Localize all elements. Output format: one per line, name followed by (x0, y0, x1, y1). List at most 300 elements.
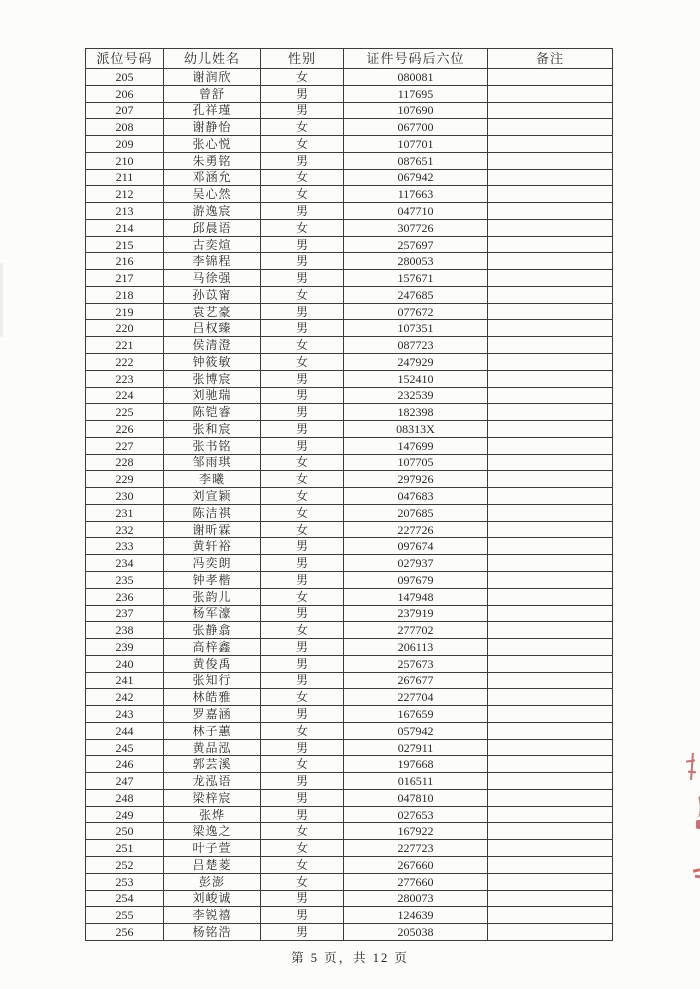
cell-name: 陈洁祺 (164, 504, 261, 521)
cell-number: 241 (86, 672, 164, 689)
cell-number: 248 (86, 789, 164, 806)
table-row (86, 354, 613, 371)
cell-name: 孔祥瑾 (164, 102, 261, 119)
table-row (86, 655, 613, 672)
cell-id: 197668 (344, 756, 488, 773)
cell-name: 张知行 (164, 672, 261, 689)
cell-number: 233 (86, 538, 164, 555)
cell-gender: 男 (261, 924, 344, 941)
cell-number: 255 (86, 907, 164, 924)
cell-id: 277660 (344, 873, 488, 890)
table-header (86, 49, 613, 69)
cell-gender: 男 (261, 605, 344, 622)
cell-id: 227726 (344, 521, 488, 538)
cell-id: 087651 (344, 152, 488, 169)
cell-name: 谢润欣 (164, 69, 261, 86)
cell-note (488, 370, 613, 387)
cell-number: 247 (86, 773, 164, 790)
header-row (86, 49, 613, 69)
cell-gender: 女 (261, 286, 344, 303)
table-row (86, 454, 613, 471)
cell-name: 黄俊禹 (164, 655, 261, 672)
table-row (86, 387, 613, 404)
cell-id: 047683 (344, 488, 488, 505)
table-row (86, 421, 613, 438)
cell-number: 225 (86, 404, 164, 421)
cell-number: 243 (86, 706, 164, 723)
cell-gender: 男 (261, 421, 344, 438)
cell-number: 224 (86, 387, 164, 404)
cell-id: 257697 (344, 236, 488, 253)
table-body (86, 69, 613, 941)
table-row (86, 286, 613, 303)
cell-note (488, 571, 613, 588)
cell-id: 237919 (344, 605, 488, 622)
cell-number: 211 (86, 169, 164, 186)
cell-id: 016511 (344, 773, 488, 790)
table-row (86, 588, 613, 605)
table-row (86, 437, 613, 454)
cell-number: 222 (86, 354, 164, 371)
cell-number: 253 (86, 873, 164, 890)
red-pen-mark (690, 753, 694, 780)
table-row (86, 102, 613, 119)
cell-gender: 男 (261, 639, 344, 656)
cell-number: 232 (86, 521, 164, 538)
cell-name: 李锦程 (164, 253, 261, 270)
cell-id: 117663 (344, 186, 488, 203)
red-pen-mark (696, 820, 700, 829)
table-row (86, 907, 613, 924)
cell-id: 027937 (344, 555, 488, 572)
cell-gender: 女 (261, 856, 344, 873)
table-row (86, 823, 613, 840)
cell-gender: 男 (261, 270, 344, 287)
table-row (86, 806, 613, 823)
cell-gender: 男 (261, 387, 344, 404)
cell-note (488, 169, 613, 186)
cell-gender: 女 (261, 136, 344, 153)
cell-name: 吕楚菱 (164, 856, 261, 873)
cell-gender: 女 (261, 622, 344, 639)
cell-note (488, 119, 613, 136)
cell-id: 167922 (344, 823, 488, 840)
cell-name: 刘宣颖 (164, 488, 261, 505)
column-header-1: 幼儿姓名 (164, 49, 261, 69)
table-row (86, 639, 613, 656)
cell-note (488, 722, 613, 739)
cell-id: 067942 (344, 169, 488, 186)
table-row (86, 622, 613, 639)
cell-gender: 男 (261, 571, 344, 588)
cell-note (488, 203, 613, 220)
cell-number: 217 (86, 270, 164, 287)
cell-id: 08313X (344, 421, 488, 438)
cell-id: 280053 (344, 253, 488, 270)
cell-number: 234 (86, 555, 164, 572)
cell-number: 206 (86, 85, 164, 102)
cell-number: 240 (86, 655, 164, 672)
cell-number: 246 (86, 756, 164, 773)
cell-gender: 男 (261, 85, 344, 102)
cell-note (488, 840, 613, 857)
cell-id: 206113 (344, 639, 488, 656)
cell-note (488, 739, 613, 756)
cell-number: 207 (86, 102, 164, 119)
cell-name: 张书铭 (164, 437, 261, 454)
table-row (86, 303, 613, 320)
cell-gender: 女 (261, 488, 344, 505)
cell-number: 254 (86, 890, 164, 907)
cell-id: 080081 (344, 69, 488, 86)
cell-id: 027653 (344, 806, 488, 823)
cell-id: 182398 (344, 404, 488, 421)
table-row (86, 136, 613, 153)
cell-name: 黄品泓 (164, 739, 261, 756)
cell-name: 谢静怡 (164, 119, 261, 136)
cell-note (488, 136, 613, 153)
table-row (86, 672, 613, 689)
cell-gender: 男 (261, 655, 344, 672)
cell-name: 叶子萱 (164, 840, 261, 857)
cell-note (488, 186, 613, 203)
cell-id: 027911 (344, 739, 488, 756)
cell-id: 247685 (344, 286, 488, 303)
cell-number: 226 (86, 421, 164, 438)
cell-name: 刘驰瑞 (164, 387, 261, 404)
cell-number: 209 (86, 136, 164, 153)
cell-id: 067700 (344, 119, 488, 136)
cell-number: 229 (86, 471, 164, 488)
table-row (86, 203, 613, 220)
cell-number: 251 (86, 840, 164, 857)
cell-note (488, 789, 613, 806)
cell-note (488, 588, 613, 605)
cell-number: 215 (86, 236, 164, 253)
table-row (86, 856, 613, 873)
cell-id: 267677 (344, 672, 488, 689)
cell-gender: 女 (261, 840, 344, 857)
cell-note (488, 639, 613, 656)
cell-number: 221 (86, 337, 164, 354)
cell-note (488, 270, 613, 287)
cell-gender: 男 (261, 907, 344, 924)
cell-gender: 女 (261, 186, 344, 203)
cell-gender: 男 (261, 203, 344, 220)
cell-id: 227723 (344, 840, 488, 857)
cell-name: 孙苡甯 (164, 286, 261, 303)
table-row (86, 840, 613, 857)
column-header-0: 派位号码 (86, 49, 164, 69)
cell-note (488, 538, 613, 555)
cell-gender: 男 (261, 806, 344, 823)
cell-id: 147699 (344, 437, 488, 454)
cell-gender: 女 (261, 504, 344, 521)
cell-name: 张烨 (164, 806, 261, 823)
cell-name: 张博宸 (164, 370, 261, 387)
cell-number: 250 (86, 823, 164, 840)
red-pen-mark (688, 796, 700, 819)
cell-note (488, 320, 613, 337)
table-row (86, 219, 613, 236)
table-row (86, 119, 613, 136)
cell-number: 213 (86, 203, 164, 220)
cell-name: 陈铠睿 (164, 404, 261, 421)
cell-number: 212 (86, 186, 164, 203)
cell-gender: 男 (261, 303, 344, 320)
cell-note (488, 773, 613, 790)
cell-gender: 男 (261, 672, 344, 689)
cell-number: 238 (86, 622, 164, 639)
cell-gender: 女 (261, 823, 344, 840)
cell-note (488, 437, 613, 454)
cell-gender: 男 (261, 253, 344, 270)
cell-note (488, 253, 613, 270)
table-row (86, 152, 613, 169)
cell-id: 267660 (344, 856, 488, 873)
cell-name: 古奕煊 (164, 236, 261, 253)
cell-number: 214 (86, 219, 164, 236)
cell-id: 087723 (344, 337, 488, 354)
cell-number: 249 (86, 806, 164, 823)
cell-note (488, 504, 613, 521)
table-row (86, 253, 613, 270)
cell-gender: 男 (261, 102, 344, 119)
cell-id: 207685 (344, 504, 488, 521)
cell-gender: 女 (261, 873, 344, 890)
cell-name: 袁艺豪 (164, 303, 261, 320)
cell-id: 047810 (344, 789, 488, 806)
cell-note (488, 286, 613, 303)
cell-name: 吴心然 (164, 186, 261, 203)
table-row (86, 320, 613, 337)
table-row (86, 471, 613, 488)
cell-note (488, 605, 613, 622)
red-pen-mark (688, 771, 696, 774)
cell-name: 张心悦 (164, 136, 261, 153)
allocation-roster-table (85, 48, 613, 941)
page-number-footer: 第 5 页，共 12 页 (291, 951, 409, 965)
cell-number: 244 (86, 722, 164, 739)
cell-note (488, 806, 613, 823)
cell-gender: 男 (261, 890, 344, 907)
table-row (86, 186, 613, 203)
cell-note (488, 454, 613, 471)
cell-gender: 女 (261, 588, 344, 605)
table-row (86, 789, 613, 806)
cell-number: 231 (86, 504, 164, 521)
cell-name: 邱晨语 (164, 219, 261, 236)
cell-name: 侯清澄 (164, 337, 261, 354)
table-row (86, 236, 613, 253)
table-row (86, 689, 613, 706)
cell-note (488, 219, 613, 236)
cell-id: 152410 (344, 370, 488, 387)
cell-gender: 男 (261, 370, 344, 387)
cell-number: 218 (86, 286, 164, 303)
cell-gender: 男 (261, 789, 344, 806)
cell-id: 107705 (344, 454, 488, 471)
cell-name: 谢昕霖 (164, 521, 261, 538)
table-row (86, 722, 613, 739)
cell-name: 刘峻诚 (164, 890, 261, 907)
cell-note (488, 706, 613, 723)
cell-id: 057942 (344, 722, 488, 739)
cell-name: 吕权臻 (164, 320, 261, 337)
cell-id: 277702 (344, 622, 488, 639)
cell-gender: 女 (261, 219, 344, 236)
cell-name: 林子蕙 (164, 722, 261, 739)
table-row (86, 773, 613, 790)
cell-gender: 女 (261, 471, 344, 488)
cell-number: 242 (86, 689, 164, 706)
cell-note (488, 303, 613, 320)
table-row (86, 521, 613, 538)
scan-smudge-artifact (0, 263, 3, 337)
column-header-3: 证件号码后六位 (344, 49, 488, 69)
cell-number: 205 (86, 69, 164, 86)
cell-gender: 女 (261, 169, 344, 186)
cell-gender: 男 (261, 773, 344, 790)
cell-number: 216 (86, 253, 164, 270)
cell-gender: 男 (261, 538, 344, 555)
cell-note (488, 69, 613, 86)
cell-note (488, 856, 613, 873)
column-header-4: 备注 (488, 49, 613, 69)
cell-name: 黄轩裕 (164, 538, 261, 555)
table-row (86, 605, 613, 622)
cell-id: 097674 (344, 538, 488, 555)
cell-note (488, 655, 613, 672)
cell-name: 郭芸溪 (164, 756, 261, 773)
cell-note (488, 337, 613, 354)
table-row (86, 555, 613, 572)
cell-name: 张韵儿 (164, 588, 261, 605)
cell-gender: 女 (261, 119, 344, 136)
cell-id: 205038 (344, 924, 488, 941)
cell-name: 邓涵允 (164, 169, 261, 186)
cell-name: 罗嘉涵 (164, 706, 261, 723)
cell-name: 朱勇铭 (164, 152, 261, 169)
cell-note (488, 85, 613, 102)
cell-number: 252 (86, 856, 164, 873)
cell-name: 梁逸之 (164, 823, 261, 840)
cell-id: 157671 (344, 270, 488, 287)
table-row (86, 488, 613, 505)
cell-note (488, 521, 613, 538)
cell-number: 236 (86, 588, 164, 605)
cell-note (488, 152, 613, 169)
cell-id: 232539 (344, 387, 488, 404)
cell-gender: 男 (261, 437, 344, 454)
cell-id: 124639 (344, 907, 488, 924)
cell-gender: 女 (261, 521, 344, 538)
cell-note (488, 354, 613, 371)
cell-id: 107690 (344, 102, 488, 119)
cell-note (488, 873, 613, 890)
cell-name: 冯奕朗 (164, 555, 261, 572)
cell-gender: 女 (261, 69, 344, 86)
cell-number: 219 (86, 303, 164, 320)
cell-id: 297926 (344, 471, 488, 488)
cell-name: 杨军濠 (164, 605, 261, 622)
cell-number: 210 (86, 152, 164, 169)
cell-note (488, 924, 613, 941)
table-row (86, 890, 613, 907)
cell-gender: 男 (261, 404, 344, 421)
cell-gender: 男 (261, 555, 344, 572)
table-row (86, 370, 613, 387)
cell-number: 256 (86, 924, 164, 941)
cell-gender: 女 (261, 337, 344, 354)
cell-number: 235 (86, 571, 164, 588)
cell-id: 107701 (344, 136, 488, 153)
table-row (86, 404, 613, 421)
cell-id: 097679 (344, 571, 488, 588)
cell-name: 曾舒 (164, 85, 261, 102)
cell-id: 247929 (344, 354, 488, 371)
cell-note (488, 756, 613, 773)
cell-name: 游逸宸 (164, 203, 261, 220)
cell-name: 钟孝楷 (164, 571, 261, 588)
cell-name: 李锐禧 (164, 907, 261, 924)
cell-id: 077672 (344, 303, 488, 320)
cell-number: 228 (86, 454, 164, 471)
cell-gender: 男 (261, 706, 344, 723)
cell-gender: 男 (261, 236, 344, 253)
table-row (86, 504, 613, 521)
cell-note (488, 471, 613, 488)
cell-number: 245 (86, 739, 164, 756)
cell-number: 223 (86, 370, 164, 387)
cell-number: 237 (86, 605, 164, 622)
cell-note (488, 890, 613, 907)
table-row (86, 337, 613, 354)
table-row (86, 739, 613, 756)
cell-id: 307726 (344, 219, 488, 236)
cell-gender: 女 (261, 689, 344, 706)
table-row (86, 706, 613, 723)
cell-gender: 女 (261, 756, 344, 773)
cell-id: 147948 (344, 588, 488, 605)
cell-number: 230 (86, 488, 164, 505)
red-pen-mark (693, 868, 700, 872)
cell-name: 邹雨琪 (164, 454, 261, 471)
cell-id: 167659 (344, 706, 488, 723)
cell-note (488, 387, 613, 404)
cell-number: 208 (86, 119, 164, 136)
cell-name: 张和宸 (164, 421, 261, 438)
cell-note (488, 689, 613, 706)
cell-note (488, 672, 613, 689)
cell-name: 张静翕 (164, 622, 261, 639)
cell-name: 杨铭浩 (164, 924, 261, 941)
cell-note (488, 823, 613, 840)
cell-note (488, 488, 613, 505)
cell-note (488, 236, 613, 253)
cell-name: 钟筱敏 (164, 354, 261, 371)
cell-id: 107351 (344, 320, 488, 337)
cell-note (488, 102, 613, 119)
cell-gender: 女 (261, 454, 344, 471)
table-row (86, 270, 613, 287)
cell-gender: 女 (261, 354, 344, 371)
table-row (86, 571, 613, 588)
table-row (86, 538, 613, 555)
table-row (86, 924, 613, 941)
cell-id: 117695 (344, 85, 488, 102)
table-row (86, 169, 613, 186)
